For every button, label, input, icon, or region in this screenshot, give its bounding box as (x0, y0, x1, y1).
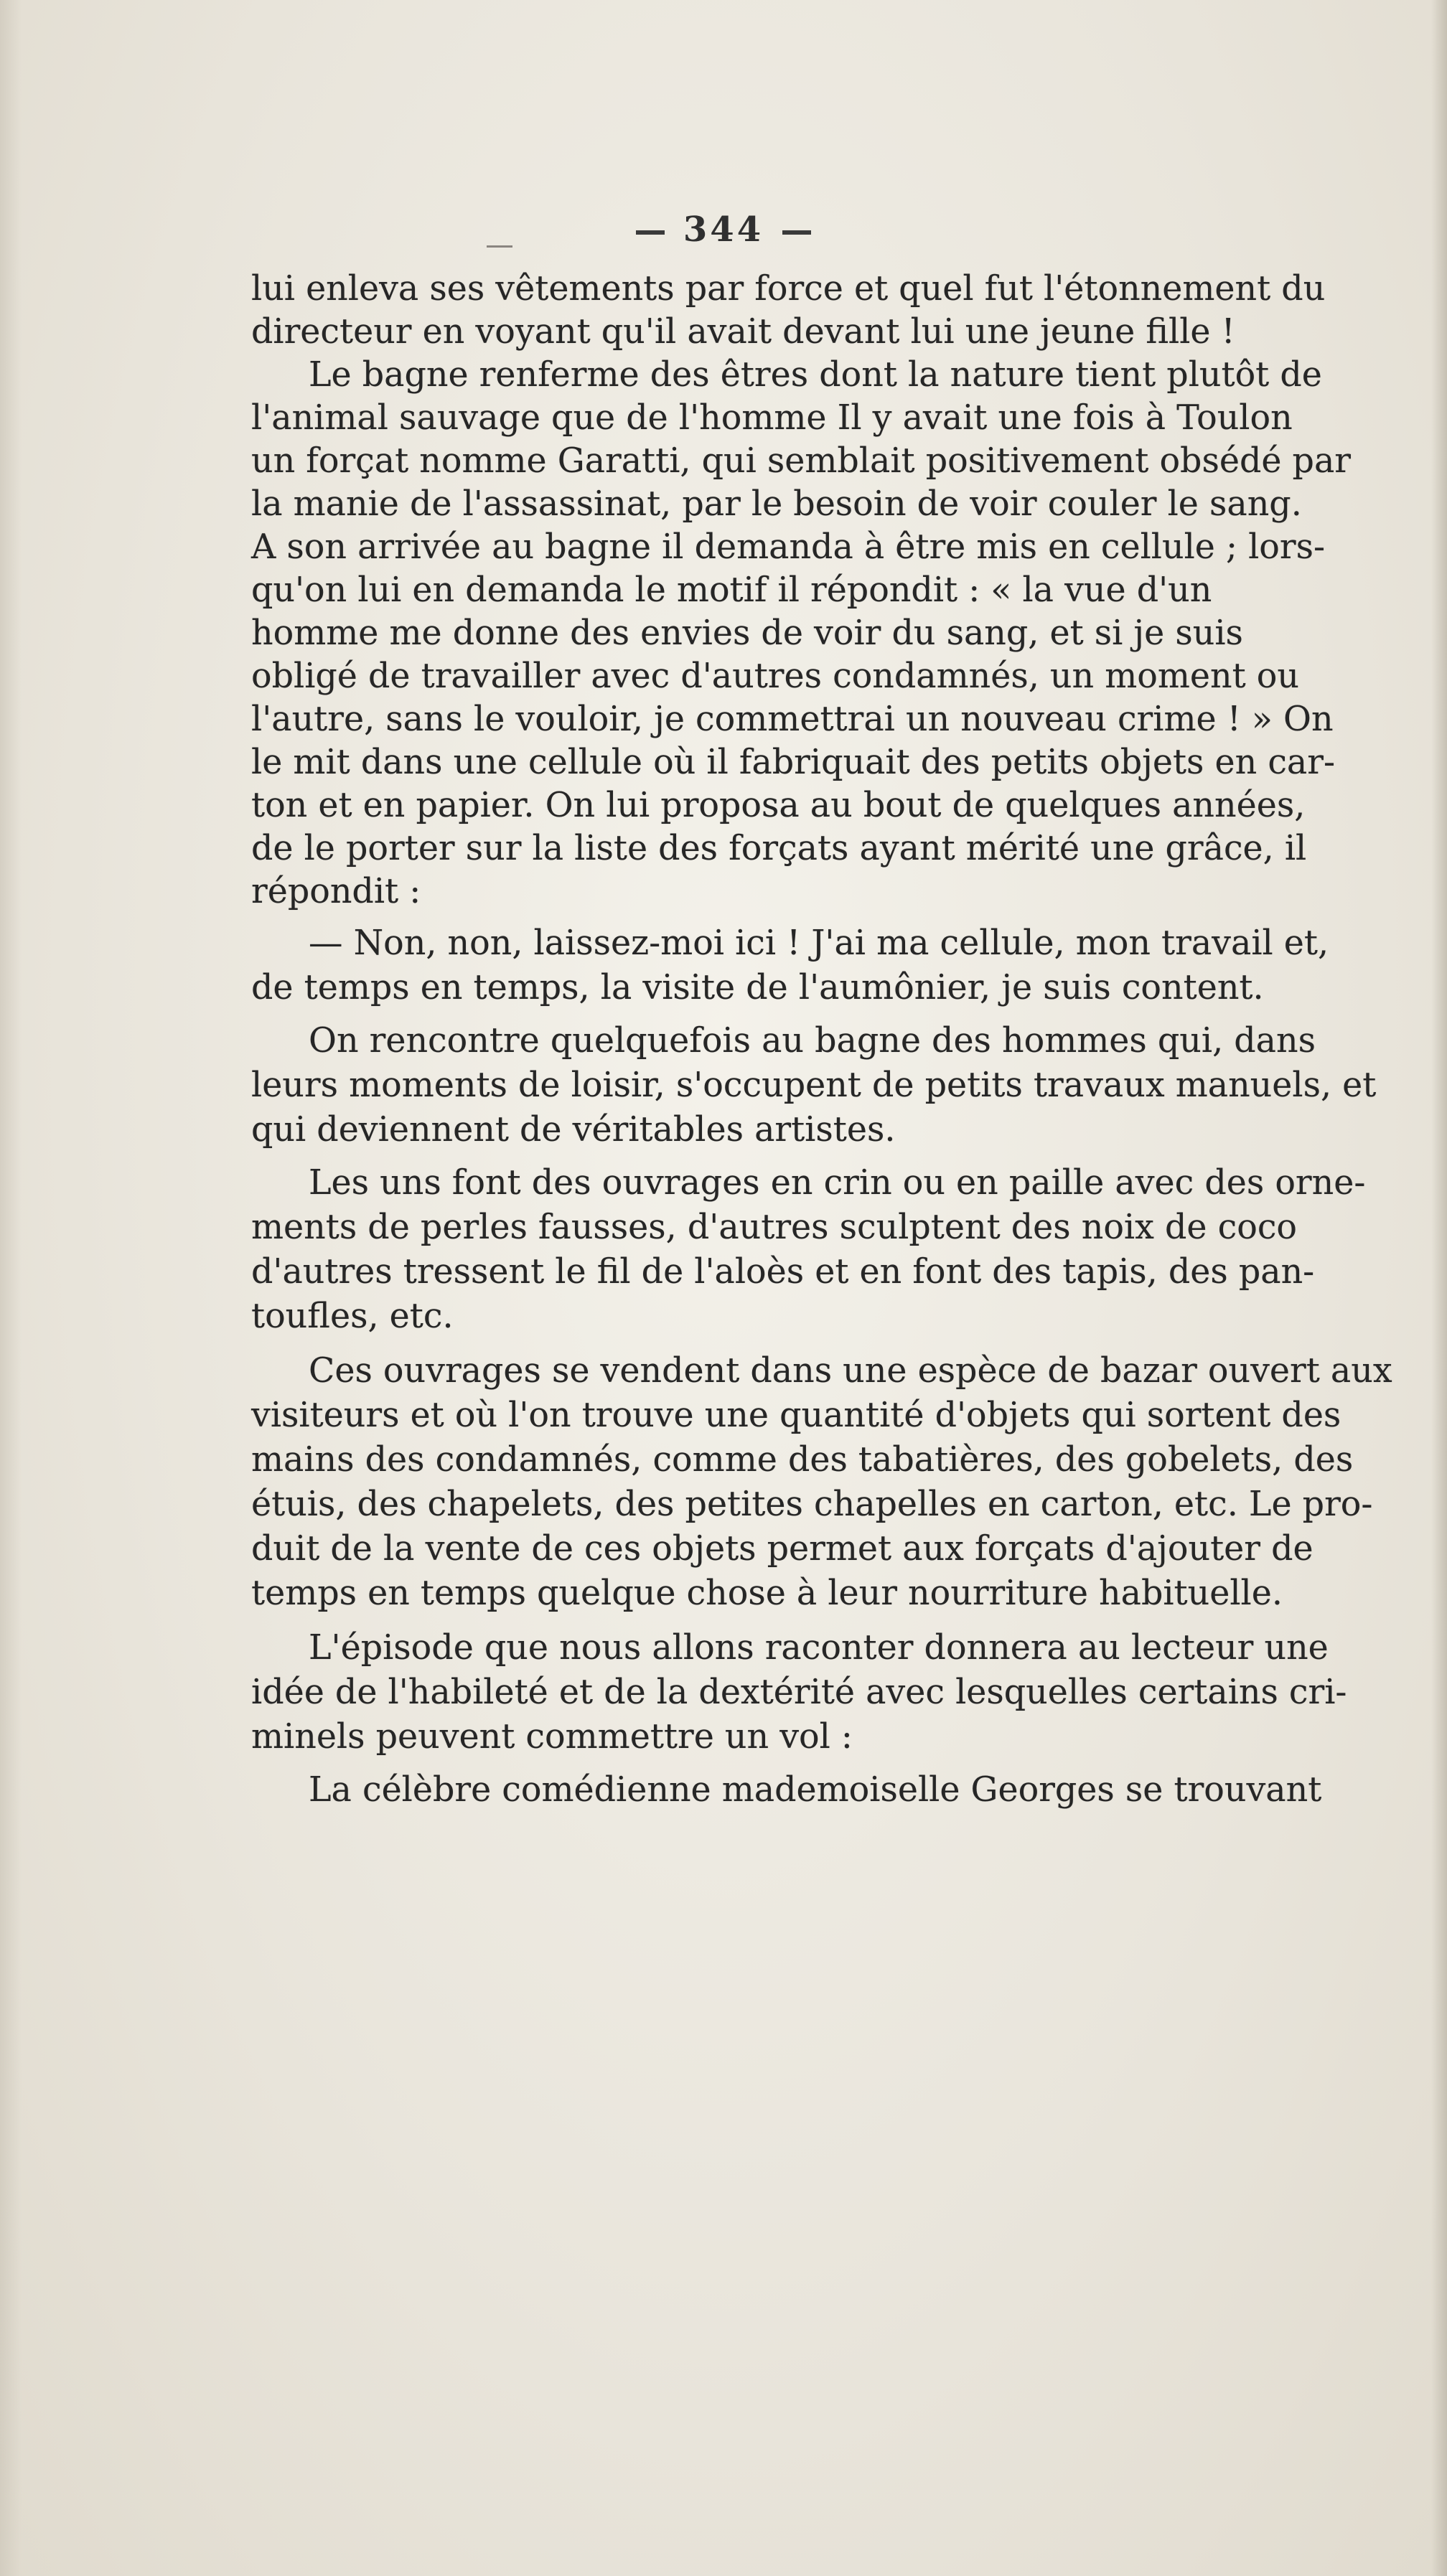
text-line: ments de perles fausses, d'autres sculptent des noix de coco (251, 1208, 1298, 1247)
text-line: toufles, etc. (251, 1297, 454, 1336)
text-line: ton et en papier. On lui proposa au bout de quelques années, (251, 786, 1306, 825)
text-line: un forçat nomme Garatti, qui semblait positivement obsédé par (251, 441, 1351, 481)
text-line: l'autre, sans le vouloir, je commettrai un nouveau crime ! » On (251, 700, 1334, 739)
text-line: L'épisode que nous allons raconter donnera au lecteur une (309, 1628, 1329, 1668)
text-line: étuis, des chapelets, des petites chapelles en carton, etc. Le pro- (251, 1485, 1373, 1524)
text-line: la manie de l'assassinat, par le besoin de voir couler le sang. (251, 484, 1302, 524)
text-line: de le porter sur la liste des forçats ayant mérité une grâce, il (251, 829, 1307, 868)
text-line: minels peuvent commettre un vol : (251, 1717, 853, 1757)
text-line: lui enleva ses vêtements par force et quel fut l'étonnement du (251, 269, 1326, 309)
text-line: obligé de travailler avec d'autres condamnés, un moment ou (251, 657, 1299, 696)
text-line: directeur en voyant qu'il avait devant lui une jeune fille ! (251, 312, 1235, 352)
text-line: On rencontre quelquefois au bagne des hommes qui, dans (309, 1021, 1316, 1061)
text-line: mains des condamnés, comme des tabatières, des gobelets, des (251, 1440, 1354, 1480)
text-line: visiteurs et où l'on trouve une quantité d'objets qui sortent des (251, 1396, 1341, 1435)
text-line: qu'on lui en demanda le motif il répondit : « la vue d'un (251, 570, 1212, 610)
text-line: temps en temps quelque chose à leur nourriture habituelle. (251, 1574, 1283, 1613)
text-line: le mit dans une cellule où il fabriquait des petits objets en car- (251, 743, 1336, 782)
text-line: de temps en temps, la visite de l'aumônier, je suis content. (251, 968, 1264, 1007)
text-line: Ces ouvrages se vendent dans une espèce de bazar ouvert aux (309, 1351, 1392, 1391)
text-line: — Non, non, laissez-moi ici ! J'ai ma cellule, mon travail et, (309, 923, 1329, 963)
text-line: Les uns font des ouvrages en crin ou en paille avec des orne- (309, 1163, 1366, 1203)
text-line: idée de l'habileté et de la dextérité avec lesquelles certains cri- (251, 1673, 1347, 1712)
text-line: l'animal sauvage que de l'homme Il y avait une fois à Toulon (251, 398, 1293, 438)
text-line: A son arrivée au bagne il demanda à être mis en cellule ; lors- (251, 527, 1326, 567)
text-line: leurs moments de loisir, s'occupent de petits travaux manuels, et (251, 1066, 1377, 1105)
text-line: d'autres tressent le fil de l'aloès et en font des tapis, des pan- (251, 1252, 1315, 1292)
text-line: répondit : (251, 872, 421, 911)
text-line: duit de la vente de ces objets permet aux forçats d'ajouter de (251, 1529, 1313, 1569)
text-line: homme me donne des envies de voir du sang, et si je suis (251, 614, 1243, 653)
page-number-value: 344 (683, 210, 764, 250)
text-line: La célèbre comédienne mademoiselle Georges se trouvant (309, 1770, 1322, 1810)
text-line: qui deviennent de véritables artistes. (251, 1110, 896, 1150)
text-line: Le bagne renferme des êtres dont la nature tient plutôt de (309, 355, 1322, 395)
